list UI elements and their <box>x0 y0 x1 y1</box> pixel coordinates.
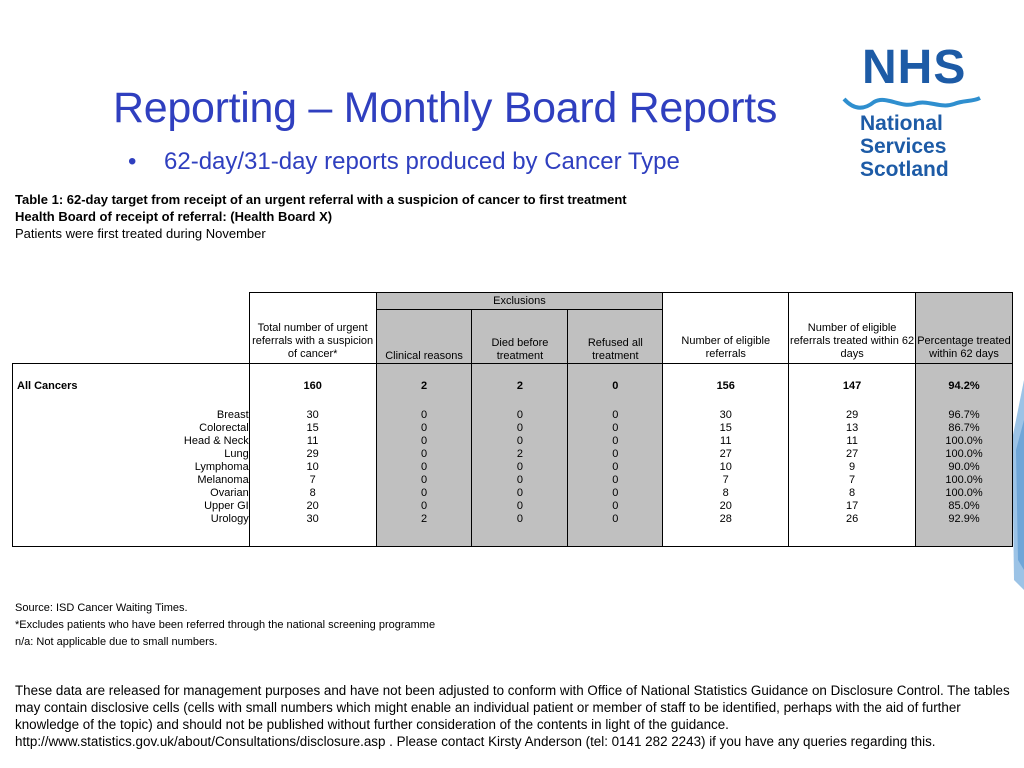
cell-died: 0 <box>472 422 568 435</box>
row-label: Melanoma <box>13 474 250 487</box>
header-total-referrals: Total number of urgent referrals with a suspicion of cancer* <box>249 293 376 364</box>
cell-died: 0 <box>472 487 568 500</box>
cell-refused: 0 <box>568 435 663 448</box>
cell-percentage: 100.0% <box>916 474 1013 487</box>
note-source: Source: ISD Cancer Waiting Times. <box>15 602 188 614</box>
row-label: All Cancers <box>13 380 250 393</box>
logo-wave-icon <box>842 96 982 112</box>
cell-treated: 17 <box>789 500 916 513</box>
caption-period: Patients were first treated during November <box>15 226 266 241</box>
row-label: Ovarian <box>13 487 250 500</box>
bullet-dot: • <box>128 148 137 175</box>
row-label: Upper GI <box>13 500 250 513</box>
table-row <box>13 474 1013 487</box>
cell-died: 0 <box>472 513 568 526</box>
cell-total-referrals: 8 <box>249 487 376 500</box>
cell-percentage: 100.0% <box>916 487 1013 500</box>
row-label: Head & Neck <box>13 435 250 448</box>
cell-died: 0 <box>472 409 568 422</box>
table-row <box>13 435 1013 448</box>
cell-percentage: 94.2% <box>916 380 1013 393</box>
cell-eligible: 27 <box>663 448 789 461</box>
row-label: Lung <box>13 448 250 461</box>
cell-clinical: 0 <box>376 461 472 474</box>
caption-board: Health Board of receipt of referral: (Health Board X) <box>15 209 333 224</box>
cell-treated: 8 <box>789 487 916 500</box>
cell-treated: 27 <box>789 448 916 461</box>
header-clinical: Clinical reasons <box>376 310 472 364</box>
cell-percentage: 90.0% <box>916 461 1013 474</box>
cell-refused: 0 <box>568 487 663 500</box>
cell-percentage: 100.0% <box>916 448 1013 461</box>
slide-bullet <box>128 148 680 176</box>
cell-treated: 29 <box>789 409 916 422</box>
table-row <box>13 422 1013 435</box>
logo-line1: National <box>860 112 943 135</box>
cell-total-referrals: 30 <box>249 409 376 422</box>
cell-refused: 0 <box>568 500 663 513</box>
cell-treated: 147 <box>789 380 916 393</box>
cell-percentage: 96.7% <box>916 409 1013 422</box>
cell-eligible: 156 <box>663 380 789 393</box>
cell-clinical: 0 <box>376 500 472 513</box>
logo-nhs-text: NHS <box>862 41 967 94</box>
header-refused: Refused all treatment <box>568 310 663 364</box>
cell-died: 2 <box>472 380 568 393</box>
cell-died: 2 <box>472 448 568 461</box>
results-table <box>12 292 1013 547</box>
caption-title: Table 1: 62-day target from receipt of an urgent referral with a suspicion of cancer to first treatment <box>15 192 627 207</box>
cell-treated: 9 <box>789 461 916 474</box>
cell-total-referrals: 11 <box>249 435 376 448</box>
table-row <box>13 448 1013 461</box>
cell-died: 0 <box>472 474 568 487</box>
cell-treated: 7 <box>789 474 916 487</box>
header-blank <box>13 293 250 364</box>
cell-refused: 0 <box>568 513 663 526</box>
table-row-total <box>13 380 1013 393</box>
bullet-text: 62-day/31-day reports produced by Cancer Type <box>164 148 680 175</box>
table-row <box>13 513 1013 526</box>
table-caption <box>15 191 627 242</box>
cell-eligible: 30 <box>663 409 789 422</box>
cell-treated: 26 <box>789 513 916 526</box>
cell-refused: 0 <box>568 380 663 393</box>
header-eligible: Number of eligible referrals <box>663 293 789 364</box>
cell-eligible: 15 <box>663 422 789 435</box>
row-label: Urology <box>13 513 250 526</box>
cell-eligible: 8 <box>663 487 789 500</box>
nhs-logo <box>842 40 987 186</box>
row-label: Breast <box>13 409 250 422</box>
cell-eligible: 7 <box>663 474 789 487</box>
cell-percentage: 100.0% <box>916 435 1013 448</box>
cell-clinical: 2 <box>376 513 472 526</box>
cell-refused: 0 <box>568 461 663 474</box>
note-na: n/a: Not applicable due to small numbers. <box>15 636 218 648</box>
cell-refused: 0 <box>568 422 663 435</box>
cell-eligible: 28 <box>663 513 789 526</box>
cell-died: 0 <box>472 435 568 448</box>
cell-eligible: 10 <box>663 461 789 474</box>
cell-eligible: 11 <box>663 435 789 448</box>
cell-clinical: 0 <box>376 409 472 422</box>
disclaimer-text: These data are released for management purposes and have not been adjusted to conform with Office of National Statistics Guidance on Disclosure Control. The tables may contain disclosive cells (cells with small numbers which might enable an individual patient or member of staff to be identified, perhaps with the aid of further knowledge of the topic) and should not be published without further consideration of the contents in light of the guidance. http://www.statistics.gov.uk/about/Consultations/disclosure.asp . Please contact Kirsty Anderson (tel: 0141 282 2243) if you have any queries regarding this. <box>15 683 1010 749</box>
cell-total-referrals: 15 <box>249 422 376 435</box>
cell-total-referrals: 20 <box>249 500 376 513</box>
table-notes <box>15 600 435 651</box>
cell-died: 0 <box>472 500 568 513</box>
cell-refused: 0 <box>568 409 663 422</box>
cell-clinical: 0 <box>376 474 472 487</box>
row-label: Lymphoma <box>13 461 250 474</box>
header-died: Died before treatment <box>472 310 568 364</box>
cell-percentage: 86.7% <box>916 422 1013 435</box>
slide-title: Reporting – Monthly Board Reports <box>113 84 778 132</box>
cell-total-referrals: 7 <box>249 474 376 487</box>
cell-total-referrals: 30 <box>249 513 376 526</box>
table-row <box>13 461 1013 474</box>
cell-eligible: 20 <box>663 500 789 513</box>
header-treated-62: Number of eligible referrals treated within 62 days <box>789 293 916 364</box>
cell-died: 0 <box>472 461 568 474</box>
cell-clinical: 0 <box>376 448 472 461</box>
table-row <box>13 500 1013 513</box>
cell-clinical: 0 <box>376 487 472 500</box>
header-percentage: Percentage treated within 62 days <box>916 293 1013 364</box>
cell-treated: 13 <box>789 422 916 435</box>
table-row <box>13 487 1013 500</box>
row-label: Colorectal <box>13 422 250 435</box>
cell-total-referrals: 29 <box>249 448 376 461</box>
header-exclusions: Exclusions <box>376 293 663 310</box>
cell-treated: 11 <box>789 435 916 448</box>
cell-clinical: 2 <box>376 380 472 393</box>
cell-clinical: 0 <box>376 422 472 435</box>
cell-refused: 0 <box>568 474 663 487</box>
cell-percentage: 92.9% <box>916 513 1013 526</box>
logo-line3: Scotland <box>860 158 949 181</box>
cell-total-referrals: 160 <box>249 380 376 393</box>
logo-line2: Services <box>860 135 947 158</box>
cell-refused: 0 <box>568 448 663 461</box>
note-excludes: *Excludes patients who have been referred through the national screening programme <box>15 619 436 631</box>
cell-percentage: 85.0% <box>916 500 1013 513</box>
table-row <box>13 409 1013 422</box>
cell-total-referrals: 10 <box>249 461 376 474</box>
cell-clinical: 0 <box>376 435 472 448</box>
logo-org-name <box>860 112 949 181</box>
